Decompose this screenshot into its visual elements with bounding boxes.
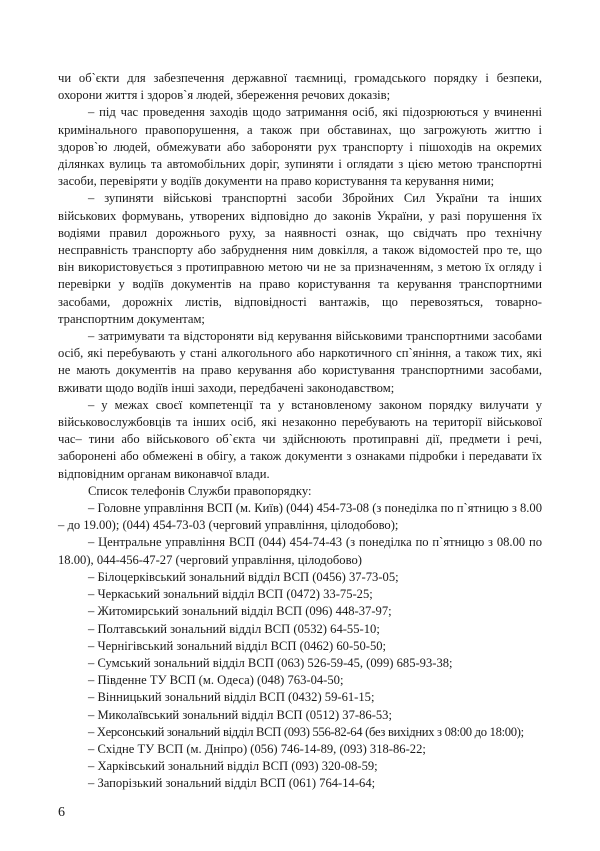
paragraph: – Головне управління ВСП (м. Київ) (044) 454-73-08 (з понеділка по п`ятницю з 8.00 – до 19.00); (044) 454-73-03 (черговий управління, цілодобово); — [58, 501, 542, 533]
paragraph: – зупиняти військові транспортні засоби Збройних Сил України та інших військових формувань, утворених відповідно до законів України, у разі порушення їх водіями правил дорожнього руху, за наявності ознак, що свідчать про технічну несправність транспорту або забруднення ним довкілля, а також відомостей про те, що він використовується з протиправною метою чи не за призначенням, з метою їх огляду і перевірки у водіїв документів на право користування та керування транспортними засобами, дорожніх листів, відповідності вантажів, що перевозяться, товарно-транспортним документам; — [58, 191, 542, 326]
phone-list-item: – Сумський зональний відділ ВСП (063) 526-59-45, (099) 685-93-38; — [88, 655, 453, 670]
phone-list-item: – Вінницький зональний відділ ВСП (0432) 59-61-15; — [88, 690, 375, 705]
phone-list-item: – Житомирський зональний відділ ВСП (096) 448-37-97; — [88, 604, 392, 619]
phone-list-item: – Черкаський зональний відділ ВСП (0472) 33-75-25; — [88, 587, 373, 602]
page-number: 6 — [58, 805, 65, 820]
phone-list-item: – Східне ТУ ВСП (м. Дніпро) (056) 746-14-89, (093) 318-86-22; — [88, 741, 426, 756]
phone-list-heading: Список телефонів Служби правопорядку: — [88, 483, 312, 498]
phone-list-item: – Полтавський зональний відділ ВСП (0532) 64-55-10; — [88, 621, 380, 636]
paragraph: – затримувати та відстороняти від керування військовими транспортними засобами осіб, які перебувають у стані алкогольного або наркотичного сп`яніння, а також тих, які не мають документів на право керування або користування транспортними засобами, вживати щодо водіїв інші заходи, передбачені законодавством; — [58, 329, 542, 395]
phone-list-item: – Запорізький зональний відділ ВСП (061) 764-14-64; — [88, 776, 376, 791]
paragraph: – Центральне управління ВСП (044) 454-74-43 (з понеділка по п`ятницю з 08.00 по 18.00), 044-456-47-27 (черговий управління, цілодобово) — [58, 535, 542, 567]
document-body — [58, 70, 542, 793]
paragraph: чи об`єкти для забезпечення державної таємниці, громадського порядку і безпеки, охорони життя і здоров`я людей, збереження речових доказів; — [58, 71, 542, 103]
paragraph: – у межах своєї компетенції та у встановленому законом порядку вилучати у військовослужбовців та інших осіб, які незаконно перебувають на території військової час– тини або військового об`єкта чи здійснюють протиправні дії, предмети і речі, заборонені або обмежені в обігу, а також документи з ознаками підробки і передавати їх відповідним органам виконавчої влади. — [58, 397, 542, 481]
phone-list-item: – Миколаївський зональний відділ ВСП (0512) 37-86-53; — [88, 707, 392, 722]
phone-list-item: – Чернігівський зональний відділ ВСП (0462) 60-50-50; — [88, 638, 387, 653]
paragraph: – під час проведення заходів щодо затримання осіб, які підозрюються у вчиненні кримінального правопорушення, а також при обставинах, що загрожують життю і здоров`ю людей, обмежувати або забороняти рух транспорту і пішоходів на окремих ділянках вулиць та автомобільних доріг, зупиняти і оглядати з цією метою транспортні засоби, перевіряти у водіїв документи на право користування та керування ними; — [58, 105, 542, 189]
phone-list-item: – Південне ТУ ВСП (м. Одеса) (048) 763-04-50; — [88, 673, 344, 688]
phone-list-item: – Білоцерківський зональний відділ ВСП (0456) 37-73-05; — [88, 569, 399, 584]
phone-list-item: – Харківський зональний відділ ВСП (093) 320-08-59; — [88, 759, 378, 774]
phone-list-item: – Херсонський зональний відділ ВСП (093) 556-82-64 (без вихідних з 08:00 до 18:00); — [88, 724, 524, 739]
